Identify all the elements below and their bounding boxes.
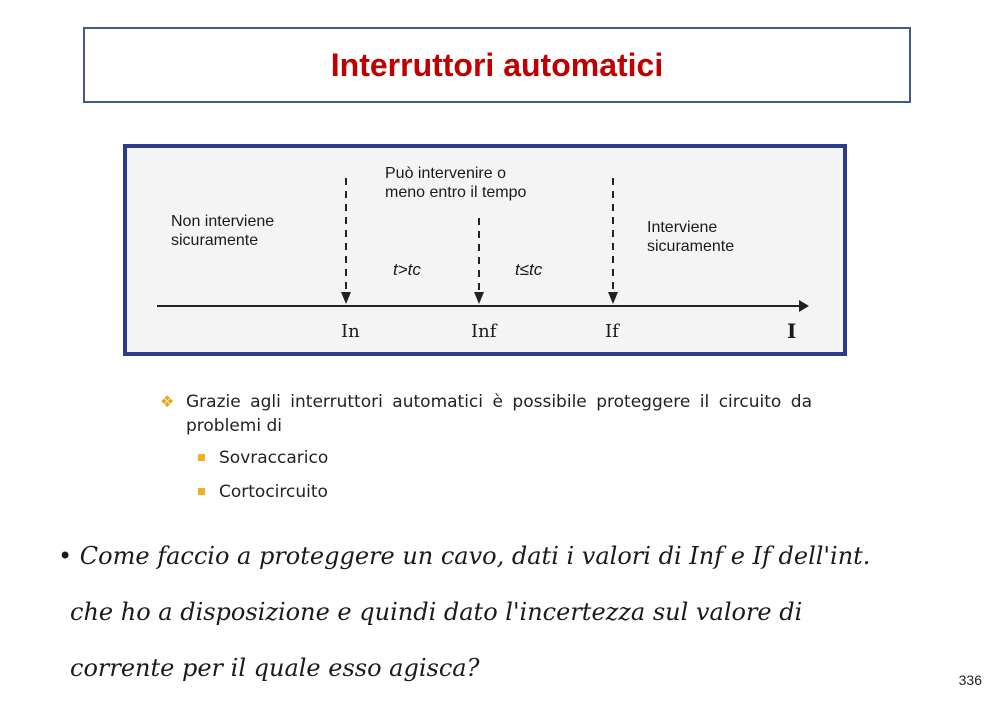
sub-item-cortocircuito	[160, 482, 812, 502]
axis-label-if: If	[605, 321, 619, 342]
handwritten-line: che ho a disposizione e quindi dato l'incertezza sul valore di	[70, 598, 803, 626]
region-left-label: Non interviene sicuramente	[171, 213, 275, 249]
axis-label-inf: Inf	[471, 321, 497, 342]
condition-right: t≤tc	[515, 260, 543, 279]
page-number: 336	[958, 672, 982, 688]
bullet-text: Grazie agli interruttori automatici è possibile proteggere il circuito da problemi di	[186, 392, 812, 436]
region-middle-label: Può intervenire o meno entro il tempo	[385, 165, 527, 201]
arrow-inf	[474, 292, 484, 304]
sub-item-sovraccarico	[160, 448, 812, 468]
sub-item-label: Cortocircuito	[219, 482, 328, 502]
slide-title: Interruttori automatici	[330, 46, 664, 83]
handwritten-line: • Come faccio a proteggere un cavo, dati i valori di Inf e If dell'int.	[58, 542, 871, 570]
region-right-label: Interviene sicuramente	[647, 219, 735, 255]
sub-list	[160, 448, 812, 502]
bullet-list	[160, 390, 812, 516]
trip-characteristic-figure	[123, 144, 847, 356]
sub-item-label: Sovraccarico	[219, 448, 329, 468]
arrow-if	[608, 292, 618, 304]
axis-arrowhead	[799, 300, 809, 312]
square-bullet-icon	[198, 488, 205, 495]
arrow-in	[341, 292, 351, 304]
axis-label-in: In	[341, 321, 360, 342]
handwritten-note	[58, 528, 978, 696]
axis-name: I	[787, 319, 797, 343]
title-box	[83, 27, 911, 103]
condition-left: t>tc	[393, 260, 421, 279]
bullet-item	[160, 390, 812, 438]
diamond-bullet-icon: ❖	[160, 392, 175, 411]
square-bullet-icon	[198, 454, 205, 461]
handwritten-line: corrente per il quale esso agisca?	[70, 654, 480, 682]
